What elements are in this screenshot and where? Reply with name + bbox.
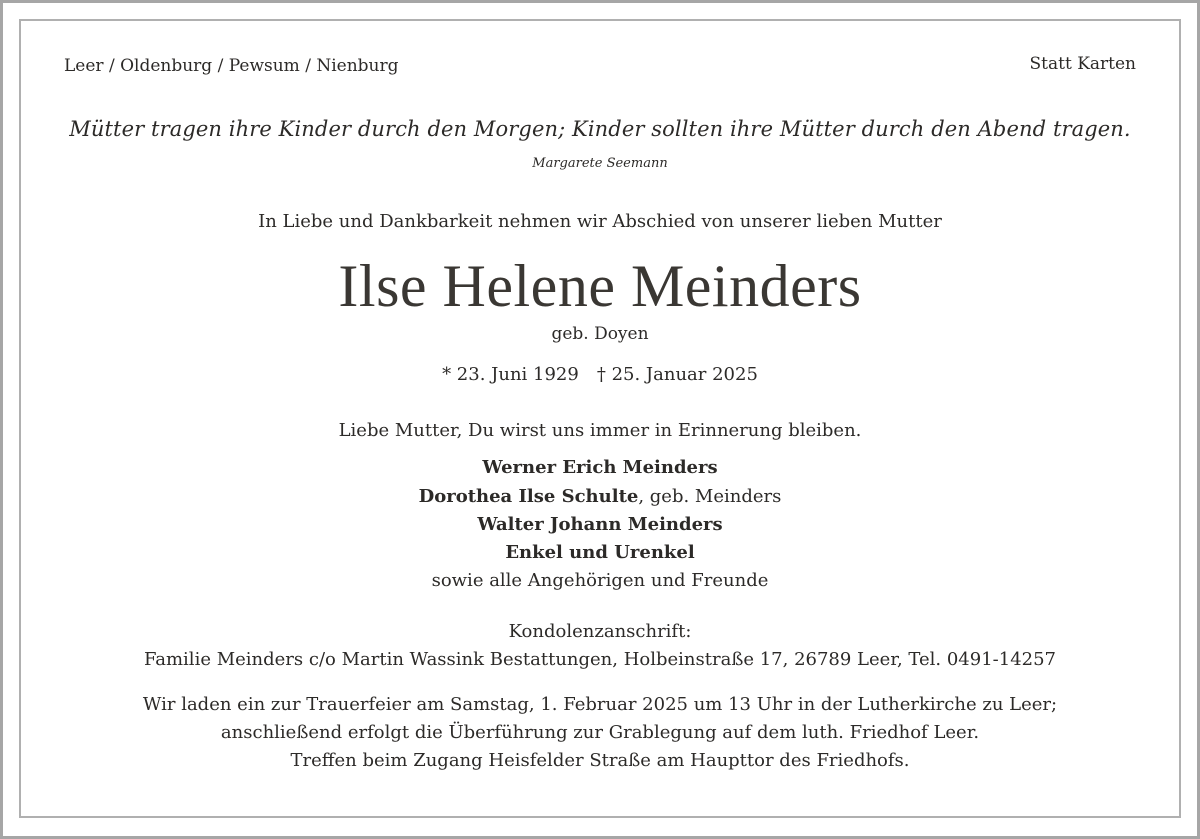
mourner-walter: Walter Johann Meinders (477, 514, 723, 535)
condolence-address: Familie Meinders c/o Martin Wassink Bestattungen, Holbeinstraße 17, 26789 Leer, Tel. 0491-14257 (143, 649, 1056, 670)
death-date: † 25. Januar 2025 (596, 364, 758, 385)
invitation-line-3: Treffen beim Zugang Heisfelder Straße am Haupttor des Friedhofs. (290, 750, 910, 771)
intro-line: In Liebe und Dankbarkeit nehmen wir Abschied von unserer lieben Mutter (258, 211, 942, 232)
invitation-line-1: Wir laden ein zur Trauerfeier am Samstag, 1. Februar 2025 um 13 Uhr in der Lutherkirche zu Leer; (142, 694, 1058, 715)
places-line: Leer / Oldenburg / Pewsum / Nienburg (64, 56, 399, 76)
quote-author: Margarete Seemann (532, 156, 668, 171)
condolence-label: Kondolenzanschrift: (508, 621, 692, 642)
quote-text: Mütter tragen ihre Kinder durch den Morgen; Kinder sollten ihre Mütter durch den Abend tragen. (69, 117, 1131, 141)
mourner-werner: Werner Erich Meinders (482, 457, 718, 478)
mourner-grandchildren: Enkel und Urenkel (505, 542, 695, 563)
life-dates (0, 364, 1200, 385)
mourner-relatives: sowie alle Angehörigen und Freunde (431, 570, 769, 591)
deceased-name: Ilse Helene Meinders (338, 253, 862, 319)
birth-date: * 23. Juni 1929 (442, 364, 579, 385)
statt-karten-notice: Statt Karten (1029, 54, 1136, 74)
motto-line: Liebe Mutter, Du wirst uns immer in Erinnerung bleiben. (338, 420, 862, 441)
mourner-dorothea-suffix: , geb. Meinders (638, 486, 782, 507)
mourner-dorothea (0, 486, 1200, 507)
maiden-name: geb. Doyen (551, 324, 649, 344)
mourner-dorothea-name: Dorothea Ilse Schulte (418, 486, 639, 507)
invitation-line-2: anschließend erfolgt die Überführung zur Grablegung auf dem luth. Friedhof Leer. (220, 722, 980, 743)
